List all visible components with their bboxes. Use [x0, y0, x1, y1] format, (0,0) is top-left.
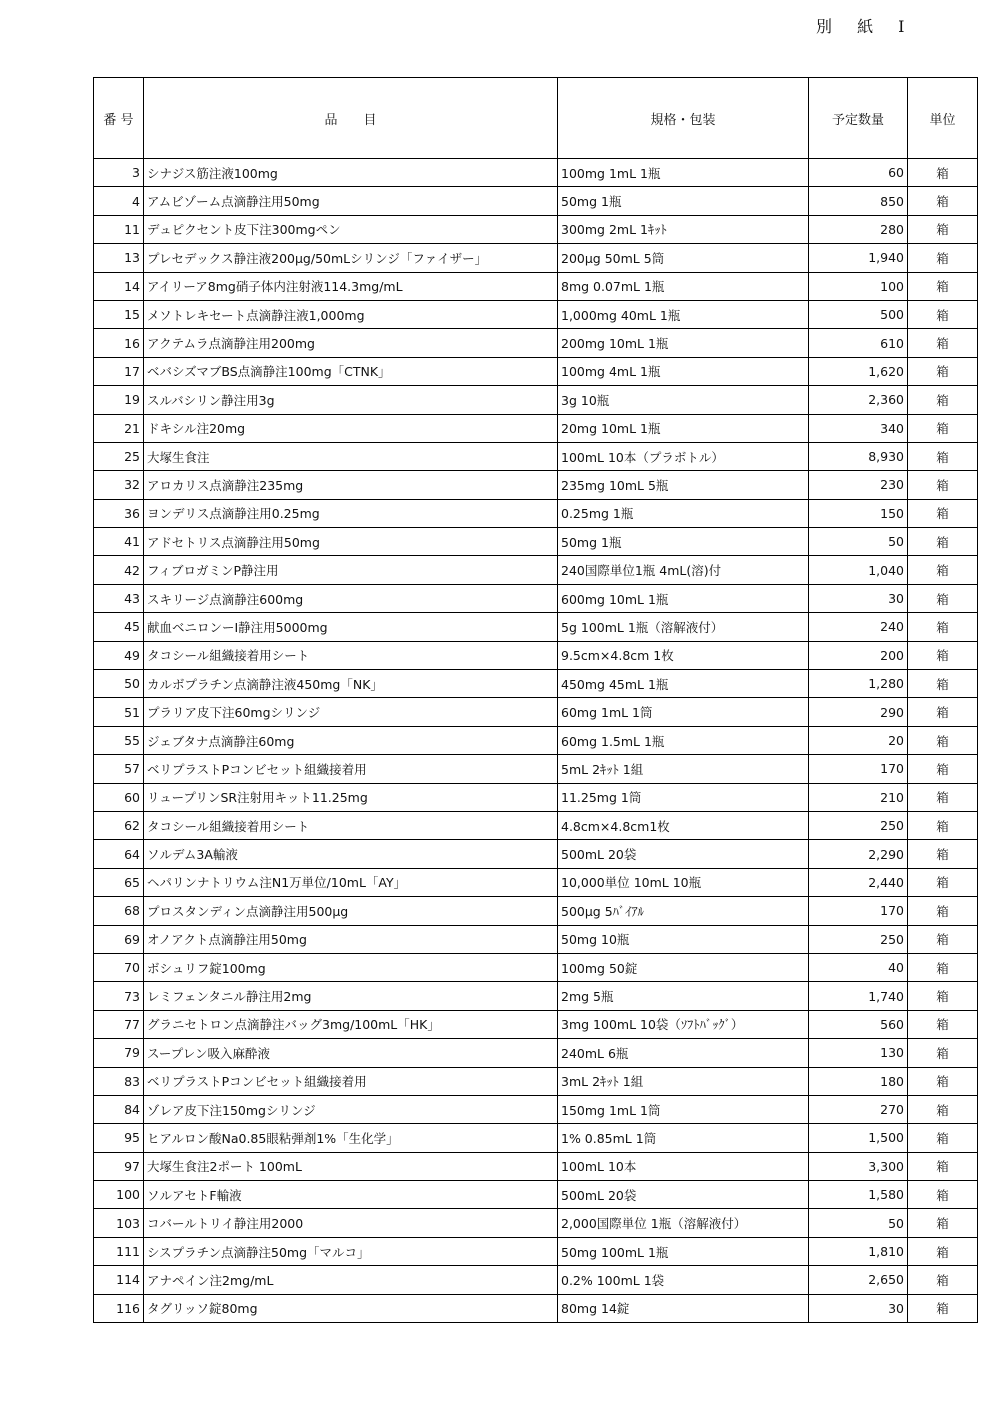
item-quantity: 210 — [809, 783, 908, 811]
item-quantity: 2,650 — [809, 1266, 908, 1294]
item-quantity: 290 — [809, 698, 908, 726]
row-number: 41 — [94, 528, 144, 556]
item-unit: 箱 — [908, 1181, 978, 1209]
item-name: シスプラチン点滴静注50mg「マルコ」 — [144, 1237, 558, 1265]
row-number: 97 — [94, 1152, 144, 1180]
table-row — [94, 613, 978, 641]
item-unit: 箱 — [908, 187, 978, 215]
row-number: 16 — [94, 329, 144, 357]
header-spec: 規格・包装 — [558, 78, 809, 159]
item-name: アクテムラ点滴静注用200mg — [144, 329, 558, 357]
table-row — [94, 1209, 978, 1237]
table-row — [94, 726, 978, 754]
row-number: 68 — [94, 897, 144, 925]
table-row — [94, 811, 978, 839]
item-spec: 240国際単位1瓶 4mL(溶)付 — [558, 556, 809, 584]
table-row — [94, 840, 978, 868]
item-name: ヘパリンナトリウム注N1万単位/10mL「AY」 — [144, 868, 558, 896]
item-unit: 箱 — [908, 1209, 978, 1237]
row-number: 83 — [94, 1067, 144, 1095]
table-row — [94, 556, 978, 584]
item-quantity: 3,300 — [809, 1152, 908, 1180]
item-name: アイリーア8mg硝子体内注射液114.3mg/mL — [144, 272, 558, 300]
table-row — [94, 244, 978, 272]
row-number: 49 — [94, 641, 144, 669]
item-spec: 600mg 10mL 1瓶 — [558, 584, 809, 612]
row-number: 64 — [94, 840, 144, 868]
row-number: 3 — [94, 159, 144, 187]
item-quantity: 170 — [809, 897, 908, 925]
table-row — [94, 1095, 978, 1123]
item-unit: 箱 — [908, 1294, 978, 1322]
item-spec: 100mg 4mL 1瓶 — [558, 357, 809, 385]
item-quantity: 40 — [809, 953, 908, 981]
item-quantity: 1,500 — [809, 1124, 908, 1152]
item-spec: 100mL 10本（プラボトル） — [558, 442, 809, 470]
table-row — [94, 584, 978, 612]
item-unit: 箱 — [908, 159, 978, 187]
item-quantity: 250 — [809, 925, 908, 953]
item-spec: 60mg 1.5mL 1瓶 — [558, 726, 809, 754]
item-unit: 箱 — [908, 499, 978, 527]
row-number: 43 — [94, 584, 144, 612]
row-number: 95 — [94, 1124, 144, 1152]
row-number: 36 — [94, 499, 144, 527]
item-spec: 50mg 10瓶 — [558, 925, 809, 953]
item-name: シナジス筋注液100mg — [144, 159, 558, 187]
item-spec: 100mL 10本 — [558, 1152, 809, 1180]
item-name: 大塚生食注 — [144, 442, 558, 470]
row-number: 45 — [94, 613, 144, 641]
row-number: 13 — [94, 244, 144, 272]
item-spec: 5g 100mL 1瓶（溶解液付） — [558, 613, 809, 641]
row-number: 100 — [94, 1181, 144, 1209]
item-spec: 10,000単位 10mL 10瓶 — [558, 868, 809, 896]
item-quantity: 270 — [809, 1095, 908, 1123]
item-name: プレセデックス静注液200μg/50mLシリンジ「ファイザー」 — [144, 244, 558, 272]
row-number: 17 — [94, 357, 144, 385]
item-unit: 箱 — [908, 1237, 978, 1265]
item-quantity: 180 — [809, 1067, 908, 1095]
item-unit: 箱 — [908, 528, 978, 556]
item-spec: 235mg 10mL 5瓶 — [558, 471, 809, 499]
table-row — [94, 641, 978, 669]
item-name: タコシール組織接着用シート — [144, 811, 558, 839]
item-unit: 箱 — [908, 1152, 978, 1180]
item-name: カルボプラチン点滴静注液450mg「NK」 — [144, 670, 558, 698]
item-name: ベリプラストPコンビセット組織接着用 — [144, 1067, 558, 1095]
item-unit: 箱 — [908, 215, 978, 243]
table-row — [94, 670, 978, 698]
table-row — [94, 471, 978, 499]
item-name: アロカリス点滴静注235mg — [144, 471, 558, 499]
item-quantity: 1,940 — [809, 244, 908, 272]
attachment-label: 別 紙 Ⅰ — [816, 17, 915, 36]
item-name: 献血ベニロンーI静注用5000mg — [144, 613, 558, 641]
row-number: 57 — [94, 755, 144, 783]
item-quantity: 500 — [809, 300, 908, 328]
table-row — [94, 1039, 978, 1067]
item-spec: 0.25mg 1瓶 — [558, 499, 809, 527]
header-number: 番 号 — [94, 78, 144, 159]
item-quantity: 850 — [809, 187, 908, 215]
item-quantity: 250 — [809, 811, 908, 839]
item-unit: 箱 — [908, 868, 978, 896]
item-quantity: 2,440 — [809, 868, 908, 896]
item-name: アナペイン注2mg/mL — [144, 1266, 558, 1294]
item-unit: 箱 — [908, 641, 978, 669]
item-spec: 500mL 20袋 — [558, 1181, 809, 1209]
table-row — [94, 499, 978, 527]
table-row — [94, 442, 978, 470]
item-unit: 箱 — [908, 897, 978, 925]
table-row — [94, 1237, 978, 1265]
item-name: ソルアセトF輸液 — [144, 1181, 558, 1209]
row-number: 60 — [94, 783, 144, 811]
item-name: プラリア皮下注60mgシリンジ — [144, 698, 558, 726]
item-name: ベリプラストPコンビセット組織接着用 — [144, 755, 558, 783]
row-number: 77 — [94, 1010, 144, 1038]
item-spec: 0.2% 100mL 1袋 — [558, 1266, 809, 1294]
item-unit: 箱 — [908, 925, 978, 953]
item-unit: 箱 — [908, 613, 978, 641]
row-number: 11 — [94, 215, 144, 243]
procurement-table — [93, 77, 978, 1323]
item-spec: 50mg 100mL 1瓶 — [558, 1237, 809, 1265]
row-number: 32 — [94, 471, 144, 499]
item-unit: 箱 — [908, 982, 978, 1010]
row-number: 42 — [94, 556, 144, 584]
item-unit: 箱 — [908, 244, 978, 272]
row-number: 14 — [94, 272, 144, 300]
item-spec: 100mg 50錠 — [558, 953, 809, 981]
table-row — [94, 755, 978, 783]
item-unit: 箱 — [908, 357, 978, 385]
table-row — [94, 329, 978, 357]
item-unit: 箱 — [908, 726, 978, 754]
row-number: 65 — [94, 868, 144, 896]
item-name: リュープリンSR注射用キット11.25mg — [144, 783, 558, 811]
item-name: タコシール組織接着用シート — [144, 641, 558, 669]
item-unit: 箱 — [908, 953, 978, 981]
item-quantity: 1,810 — [809, 1237, 908, 1265]
item-spec: 60mg 1mL 1筒 — [558, 698, 809, 726]
item-unit: 箱 — [908, 471, 978, 499]
item-name: ボシュリフ錠100mg — [144, 953, 558, 981]
table-row — [94, 1067, 978, 1095]
row-number: 21 — [94, 414, 144, 442]
table-row — [94, 897, 978, 925]
item-unit: 箱 — [908, 840, 978, 868]
item-spec: 4.8cm×4.8cm1枚 — [558, 811, 809, 839]
item-name: ソルデム3A輸液 — [144, 840, 558, 868]
table-row — [94, 868, 978, 896]
item-spec: 100mg 1mL 1瓶 — [558, 159, 809, 187]
item-spec: 50mg 1瓶 — [558, 528, 809, 556]
item-quantity: 1,040 — [809, 556, 908, 584]
table-row — [94, 215, 978, 243]
table-row — [94, 386, 978, 414]
item-unit: 箱 — [908, 329, 978, 357]
header-item-name: 品 目 — [144, 78, 558, 159]
item-spec: 5mL 2ｷｯﾄ 1組 — [558, 755, 809, 783]
item-name: ヨンデリス点滴静注用0.25mg — [144, 499, 558, 527]
table-row — [94, 1124, 978, 1152]
item-unit: 箱 — [908, 584, 978, 612]
item-name: フィブロガミンP静注用 — [144, 556, 558, 584]
item-name: スルバシリン静注用3g — [144, 386, 558, 414]
item-spec: 300mg 2mL 1ｷｯﾄ — [558, 215, 809, 243]
item-unit: 箱 — [908, 442, 978, 470]
item-name: タグリッソ錠80mg — [144, 1294, 558, 1322]
item-unit: 箱 — [908, 556, 978, 584]
item-quantity: 30 — [809, 1294, 908, 1322]
item-quantity: 30 — [809, 584, 908, 612]
item-name: プロスタンディン点滴静注用500μg — [144, 897, 558, 925]
item-unit: 箱 — [908, 698, 978, 726]
item-name: デュピクセント皮下注300mgペン — [144, 215, 558, 243]
row-number: 25 — [94, 442, 144, 470]
item-spec: 3g 10瓶 — [558, 386, 809, 414]
item-spec: 1% 0.85mL 1筒 — [558, 1124, 809, 1152]
row-number: 103 — [94, 1209, 144, 1237]
item-spec: 450mg 45mL 1瓶 — [558, 670, 809, 698]
item-unit: 箱 — [908, 811, 978, 839]
item-quantity: 50 — [809, 528, 908, 556]
item-quantity: 340 — [809, 414, 908, 442]
table-row — [94, 953, 978, 981]
item-quantity: 230 — [809, 471, 908, 499]
item-quantity: 150 — [809, 499, 908, 527]
table-row — [94, 1152, 978, 1180]
row-number: 19 — [94, 386, 144, 414]
row-number: 15 — [94, 300, 144, 328]
table-row — [94, 159, 978, 187]
item-spec: 11.25mg 1筒 — [558, 783, 809, 811]
row-number: 50 — [94, 670, 144, 698]
item-quantity: 1,740 — [809, 982, 908, 1010]
item-name: ドキシル注20mg — [144, 414, 558, 442]
table-body — [94, 159, 978, 1323]
item-unit: 箱 — [908, 1039, 978, 1067]
item-spec: 3mL 2ｷｯﾄ 1組 — [558, 1067, 809, 1095]
table-row — [94, 1266, 978, 1294]
item-quantity: 280 — [809, 215, 908, 243]
table-row — [94, 698, 978, 726]
table-header-row — [94, 78, 978, 159]
table-row — [94, 300, 978, 328]
row-number: 55 — [94, 726, 144, 754]
item-name: 大塚生食注2ポート 100mL — [144, 1152, 558, 1180]
table-row — [94, 783, 978, 811]
item-unit: 箱 — [908, 272, 978, 300]
table-row — [94, 1010, 978, 1038]
row-number: 111 — [94, 1237, 144, 1265]
item-unit: 箱 — [908, 783, 978, 811]
row-number: 70 — [94, 953, 144, 981]
table-row — [94, 272, 978, 300]
header-unit: 単位 — [908, 78, 978, 159]
row-number: 79 — [94, 1039, 144, 1067]
item-quantity: 560 — [809, 1010, 908, 1038]
table-row — [94, 414, 978, 442]
item-quantity: 1,280 — [809, 670, 908, 698]
item-quantity: 200 — [809, 641, 908, 669]
item-quantity: 240 — [809, 613, 908, 641]
item-name: ゾレア皮下注150mgシリンジ — [144, 1095, 558, 1123]
item-spec: 50mg 1瓶 — [558, 187, 809, 215]
item-name: スープレン吸入麻酔液 — [144, 1039, 558, 1067]
table-row — [94, 357, 978, 385]
row-number: 84 — [94, 1095, 144, 1123]
item-quantity: 170 — [809, 755, 908, 783]
item-name: レミフェンタニル静注用2mg — [144, 982, 558, 1010]
item-spec: 150mg 1mL 1筒 — [558, 1095, 809, 1123]
item-unit: 箱 — [908, 755, 978, 783]
item-quantity: 1,620 — [809, 357, 908, 385]
item-quantity: 610 — [809, 329, 908, 357]
row-number: 4 — [94, 187, 144, 215]
item-spec: 500μg 5ﾊﾞｲｱﾙ — [558, 897, 809, 925]
row-number: 51 — [94, 698, 144, 726]
row-number: 62 — [94, 811, 144, 839]
item-quantity: 100 — [809, 272, 908, 300]
row-number: 73 — [94, 982, 144, 1010]
item-quantity: 2,360 — [809, 386, 908, 414]
item-quantity: 50 — [809, 1209, 908, 1237]
item-name: ヒアルロン酸Na0.85眼粘弾剤1%「生化学」 — [144, 1124, 558, 1152]
item-quantity: 20 — [809, 726, 908, 754]
item-unit: 箱 — [908, 1095, 978, 1123]
item-unit: 箱 — [908, 386, 978, 414]
item-unit: 箱 — [908, 300, 978, 328]
item-spec: 8mg 0.07mL 1瓶 — [558, 272, 809, 300]
item-spec: 3mg 100mL 10袋（ｿﾌﾄﾊﾞｯｸﾞ） — [558, 1010, 809, 1038]
item-unit: 箱 — [908, 1010, 978, 1038]
item-name: オノアクト点滴静注用50mg — [144, 925, 558, 953]
item-spec: 80mg 14錠 — [558, 1294, 809, 1322]
item-name: コバールトリイ静注用2000 — [144, 1209, 558, 1237]
item-quantity: 130 — [809, 1039, 908, 1067]
item-name: アムビゾーム点滴静注用50mg — [144, 187, 558, 215]
item-unit: 箱 — [908, 1124, 978, 1152]
table-row — [94, 187, 978, 215]
item-unit: 箱 — [908, 670, 978, 698]
item-unit: 箱 — [908, 1067, 978, 1095]
item-spec: 1,000mg 40mL 1瓶 — [558, 300, 809, 328]
table-row — [94, 1294, 978, 1322]
row-number: 69 — [94, 925, 144, 953]
item-unit: 箱 — [908, 1266, 978, 1294]
header-quantity: 予定数量 — [809, 78, 908, 159]
item-spec: 2,000国際単位 1瓶（溶解液付） — [558, 1209, 809, 1237]
item-name: グラニセトロン点滴静注バッグ3mg/100mL「HK」 — [144, 1010, 558, 1038]
item-spec: 500mL 20袋 — [558, 840, 809, 868]
item-name: アドセトリス点滴静注用50mg — [144, 528, 558, 556]
item-name: メソトレキセート点滴静注液1,000mg — [144, 300, 558, 328]
item-name: スキリージ点滴静注600mg — [144, 584, 558, 612]
table-row — [94, 528, 978, 556]
item-quantity: 2,290 — [809, 840, 908, 868]
item-spec: 200mg 10mL 1瓶 — [558, 329, 809, 357]
item-quantity: 8,930 — [809, 442, 908, 470]
item-spec: 20mg 10mL 1瓶 — [558, 414, 809, 442]
item-unit: 箱 — [908, 414, 978, 442]
table-row — [94, 982, 978, 1010]
item-name: ジェブタナ点滴静注60mg — [144, 726, 558, 754]
table-row — [94, 925, 978, 953]
item-name: ベバシズマブBS点滴静注100mg「CTNK」 — [144, 357, 558, 385]
row-number: 116 — [94, 1294, 144, 1322]
item-spec: 240mL 6瓶 — [558, 1039, 809, 1067]
item-quantity: 60 — [809, 159, 908, 187]
item-spec: 9.5cm×4.8cm 1枚 — [558, 641, 809, 669]
item-spec: 200μg 50mL 5筒 — [558, 244, 809, 272]
item-spec: 2mg 5瓶 — [558, 982, 809, 1010]
row-number: 114 — [94, 1266, 144, 1294]
item-quantity: 1,580 — [809, 1181, 908, 1209]
table-row — [94, 1181, 978, 1209]
